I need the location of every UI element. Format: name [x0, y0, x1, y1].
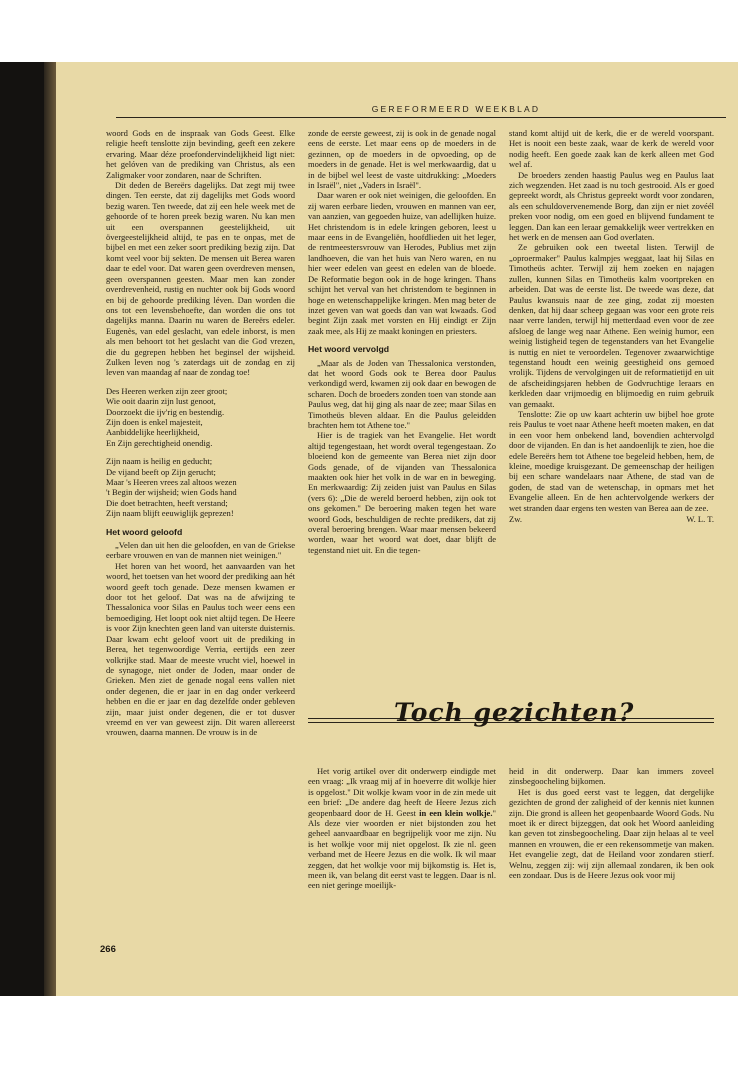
poem-line: En Zijn gerechtigheid onendig. [106, 437, 213, 448]
paragraph: „Maar als de Joden van Thessalonica verstonden, dat het woord Gods ook te Berea door Paulus verkondigd werd, kwamen zij ook daar en bewogen de scharen. Doch de broeders zonden toen van stonde aan Paulus weg, dat hij ging als naar de zee; maar Silas en Timotheüs bleven aldaar. En die Paulus geleidden brachten hem tot Athene toe." [308, 357, 496, 430]
author-initials: W. L. T. [686, 514, 714, 525]
spine-edge [44, 62, 56, 996]
page-number: 266 [100, 944, 116, 955]
poem-line: Doorzoekt die ijv'rig en bestendig. [106, 406, 225, 417]
scan-background-bottom [0, 996, 738, 1068]
column-2 [308, 128, 496, 555]
poem-stanza-2 [106, 456, 295, 518]
signature-row [509, 514, 714, 524]
scan-background-top [0, 0, 738, 62]
paragraph: Ze gebruiken ook een tweetal listen. Terwijl de „oproermaker" Paulus kalmpjes weggaat, laat hij Silas en Timotheüs achter. Terwijl zij hem zoeken en najagen zullen, kunnen Silas en Timotheüs kalm voortpreken en arbeiden. Dat was de eerste list. De tweede was deze, dat Paulus kwansuis naar de zee ging, zodat zij moesten denken, dat hij daar scheep gegaan was voor een grote reis naar verre landen, terwijl hij metterdaad even voor de zee afsloeg de lange weg naar Athene. Een weinig humor, een weinig listigheid tegen de tegenstanders van het Evangelie is nuttig en niet te veroordelen. Tegenover zwaarwichtige tegenstand houdt een weinig geestigheid ons gemoed vrolijk. Tijdens de vervolgingen uit de reformatietijd en uit de afscheidingsjaren hebben de Godvruchtige leraars en kerkleden daar vrijmoedig en blijmoedig en ruim gebruik van gemaakt. [509, 242, 714, 409]
paragraph: Het horen van het woord, het aanvaarden van het woord, het toetsen van het woord der prediking aan hét woord geeft toch genade. Deze mensen kwamen er door tot het geloof. Dat was na de afwijzing te Thessalonica voor Silas en Paulus toch weer eens een bemoediging. Het loopt ook niet altijd tegen. De Heere is voor Zijn knechten geen land van uiterste duisternis. Daar kwam echt geloof voort uit de prediking in Berea, het tegenwoordige Verria, eertijds een zeer volkrijke stad. Maar de meeste vrucht viel, hoewel in de synagoge, niet onder de Joden, maar onder de Grieken. Men ziet de genade nogal eens vallen niet onder degenen, die er jaar in en dag onder verkeerd hebben en die er jaar en dag dezelfde onder gebleven zijn, maar juist onder degenen, die er tot dusver vreemd en ver van geweest zijn. Dit waren allereerst vrouwen, daarna mannen. De vrouw is in de [106, 560, 295, 738]
poem-line: Wie ooit daarin zijn lust genoot, [106, 396, 216, 407]
header-rule [116, 117, 726, 118]
column-3 [509, 128, 714, 524]
magazine-page [56, 62, 738, 996]
running-head: GEREFORMEERD WEEKBLAD [371, 104, 541, 114]
poem-line: Zijn doen is enkel majesteit, [106, 416, 203, 427]
section-heading: Het woord vervolgd [308, 344, 390, 355]
paragraph: Het is dus goed eerst vast te leggen, dat dergelijke gezichten de grond der zaligheid of der kennis niet kunnen zijn. Die grond is alleen het geopenbaarde Woord Gods. Nu moet ik er direct bijzeggen, dat ook het Woord aanleiding kan geven tot zinsbegoocheling. Daar zijn helaas al te veel mannen en vrouwen, die er een rekensommetje van maken. Het evangelie zegt, dat de Heiland voor zondaren stierf. Welnu, zeggen zij: wij zijn allemaal zondaren, ik ben ook een zondaar. Dus is de Heere Jezus ook voor mij [509, 786, 714, 881]
poem-line: Aanbiddelijke heerlijkheid, [106, 427, 200, 438]
article-2-left-column [308, 766, 496, 891]
poem-line: Des Heeren werken zijn zeer groot; [106, 385, 228, 396]
paragraph: Hier is de tragiek van het Evangelie. Het wordt altijd tegengestaan, het wordt overal tegengestaan. Zo bloeiend kon de gemeente van Berea niet zijn door Gods genade, of de vijanden van Thessalonica maakten ook hier het volk in de war en in beweging. En merkwaardig: Zij zeiden juist van Paulus en Silas (vers 6): „Die de wereld beroerd hebben, zijn ook tot ons gekomen." De beroering maken tegen het ware woord Gods, beschuldigen de rechte predikers, dat zij overal beroering brengen. Waar maar mensen bekeerd worden, waar het woord wat doet, daar blijft de tegenstand niet uit. En die tegen- [308, 430, 496, 555]
paragraph: De broeders zenden haastig Paulus weg en Paulus laat zich wegzenden. Het zaad is nu toch gestrooid. Als er goed gepreekt wordt, als Christus gepreekt wordt voor zondaren, als een schuldovervenemende Borg, dan zijn er niet zovéél preken voor nodig, om een goed en blijvend fundament te leggen. Dan kan een leraar gemakkelijk weer vertrekken en het werk en de mensen aan God overlaten. [509, 169, 714, 243]
poem-stanza-1 [106, 386, 295, 448]
poem-line: Zijn naam blijft eeuwiglijk geprezen! [106, 508, 234, 519]
place-abbreviation: Zw. [509, 514, 522, 525]
paragraph: „Velen dan uit hen die geloofden, en van de Griekse eerbare vrouwen en van de mannen niet weinigen." [106, 540, 295, 561]
poem-line: 't Begin der wijsheid; wien Gods hand [106, 487, 237, 498]
article-title: Toch gezichten? [394, 698, 635, 727]
poem-line: Die doet betrachten, heeft verstand; [106, 497, 228, 508]
poem-line: Maar 's Heeren vrees zal altoos wezen [106, 477, 237, 487]
paragraph: woord Gods en de inspraak van Gods Geest. Elke religie heeft tenslotte zijn bevinding, geeft een zekere ervaring. Maar déze proefondervindelijkheid ligt niet: het gelóven van de prediking van Christus, als een Zaligmaker voor zondaren, naar de Schriften. [106, 128, 295, 180]
article-2-right-column [509, 766, 714, 880]
paragraph: Tenslotte: Zie op uw kaart achterin uw bijbel hoe grote reis Paulus te voet naar Athene heeft moeten maken, en dat in een voor hem onbekend land, bovendien achtervolgd door de vijanden. En dan is het aandoenlijk te zien, hoe die edele Bereërs hem tot Athene toe begeleid hebben, hem, de kleine, moedige kruisgezant. De gemeenschap der heiligen bij een scharе wandelaars naar Athene, de stad van de goden, de stad van de wetenschap, in opmars met het Evangelie alleen. En de hen achtervolgende werkers der wet stranden daar ergens ten westen van Berea aan de zee. [509, 408, 714, 513]
paragraph: Het vorig artikel over dit onderwerp eindigde met een vraag: „Ik vraag mij af in hoeverre dit wolkje hier is opgelost." Dit wolkje kwam voor in de zin mede uit een brief: „De andere dag heeft de Heere Jezus zich geopenbaard door de H. Geest in een klein wolkje." Als deze vier woorden er niet bijstonden zou het geheel aanvaardbaar en begrijpelijk voor me zijn. Nu is het wolkje voor mij niet opgelost. Ik zie nl. geen verband met de Heere Jezus en die wolk. Ik wil maar zeggen, dat het wolkje voor mij bijkomstig is. Het is, meen ik, van belang dit eerst vast te leggen. Daar is nl. een niet geringe moeilijk- [308, 766, 496, 891]
paragraph: zonde de eerste geweest, zij is ook in de genade nogal eens de eerste. Let maar eens op de moeders in de gezinnen, op de moeders in de opvoeding, op de moeders in de genade. Het is wel merkwaardig, dat u in de bijbel wel leest de vaste uitdrukking: „Moeders in Israël", niet „Vaders in Israël". [308, 128, 496, 191]
paragraph: Daar waren er ook niet weinigen, die geloofden. En zij waren eerbare lieden, vrouwen en mannen van eer, van aanzien, van gegoeden huize, van adellijken huize. Het christendom is in edele kringen geboren, leest u maar eens in de Evangeliën, hoofdlieden uit het leger, de rentmeestersvrouw van Herodes, Publius met zijn landhoeven, die van het huis van Nero waren, en nu hier weer edelen van geest en edelen van de bloede. De Reformatie begon ook in de hoge kringen. Thans schijnt het verval van het christendom te beginnen in hoge en wetenschappelijke kringen. Men mag beter de inzet geven van wat goeds dan van wat kwaads. God begint Zijn zaak met vorsten en Hij eindigt er Zijn zaak mee, als Hij ze maakt koningen en priesters. [308, 190, 496, 336]
poem-line: Zijn naam is heilig en geducht; [106, 456, 213, 467]
poem-line: De vijand beeft op Zijn gerucht; [106, 466, 216, 477]
bold-phrase: in een klein wolkje. [419, 807, 493, 818]
paragraph: Dit deden de Bereërs dagelijks. Dat zegt mij twee dingen. Ten eerste, dat zij dagelijks met Gods woord bezig waren. Ten tweede, dat zij een hele week met de gehoorde of te horen preek bezig waren. Nu kan men uit een overspannen geestelijkheid, uit övergeestelijkheid altijd, te pas en te onpas, met de bijbel en met een zeker soort prediking bezig zijn. Dat komt veel voor bij sekten. De mensen uit Berea waren daar te edel voor. Dat waren geen overdreven mensen, geen overspannen geesten. Maar men kan zonder overdrevenheid, rustig en nuchter ook bij Gods woord en bij de gehoorde prediking léven. Dan worden die ons tot een levensbehoefte, dan worden die ons tot dagelijks manna. Daarin nu waren de Bereërs edeler. Eugenès, van edel geslacht, van edele inborst, is men als men behoort tot het geslacht van die God vrezen, die du gegrepen hebben het beginsel der wijsheid. Zulken leven nog 's zaterdags uit de zondag en zij leven van maandag af naar de zondag toe! [106, 180, 295, 378]
paragraph: heid in dit onderwerp. Daar kan immers zoveel zinsbegoocheling bijkomen. [509, 766, 714, 787]
section-heading: Het woord geloofd [106, 526, 183, 537]
paragraph: stand komt altijd uit de kerk, die er de wereld voorspant. Het is nooit een beste zaak, waar de kerk de wereld voor nodig heeft. Een goede zaak kan de kerk alleen met God wel af. [509, 128, 714, 170]
column-1 [106, 128, 295, 738]
